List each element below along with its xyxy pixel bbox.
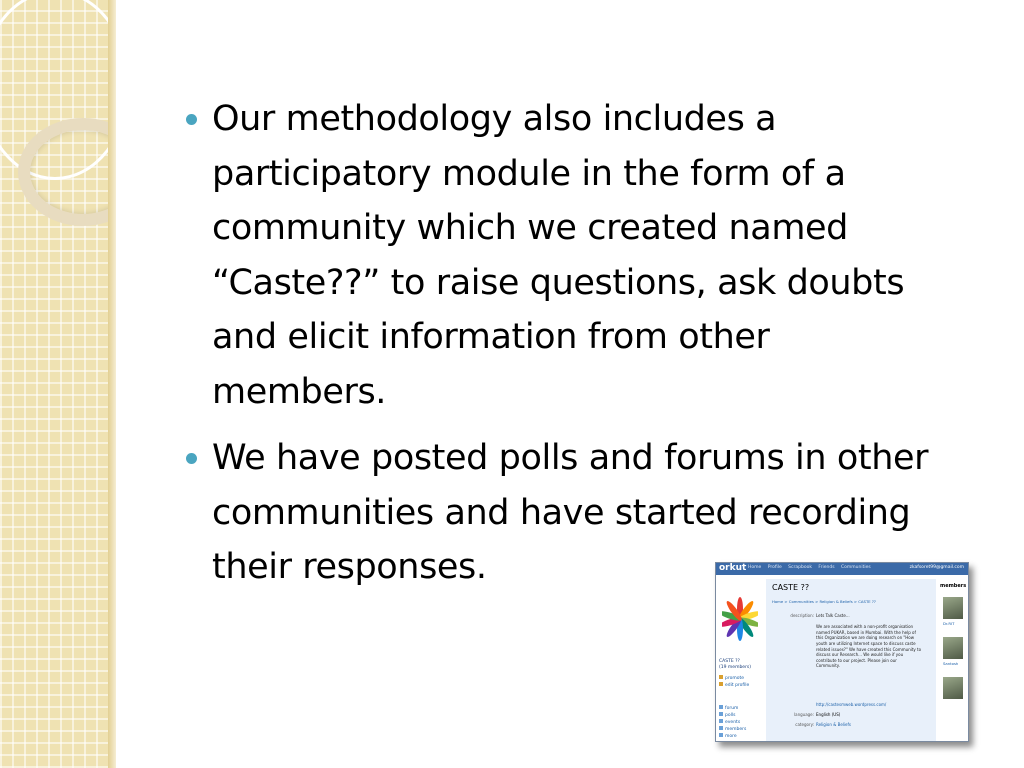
decorative-left-band	[0, 0, 116, 768]
sidebar-link-events: events	[719, 719, 746, 726]
nav-item: Profile	[767, 565, 782, 570]
description-line: Community.	[816, 663, 840, 669]
category-label: category:	[795, 722, 814, 727]
nav-item: Home	[748, 565, 762, 570]
description-line: this Organization we are doing research on "How	[816, 635, 914, 641]
community-title: CASTE ??	[772, 583, 810, 592]
screenshot-main-panel	[766, 579, 936, 741]
community-screenshot	[715, 562, 969, 742]
bullet-dot-icon	[186, 114, 197, 125]
bullet-line: communities and have started recording	[212, 492, 911, 533]
sidebar-link-promote: promote	[719, 675, 749, 682]
members-heading: members	[940, 583, 967, 589]
bullet-line: “Caste??” to raise questions, ask doubts	[212, 262, 905, 303]
band-edge	[108, 0, 116, 768]
nav-item: Scrapbook	[788, 565, 812, 570]
sidebar-link-more: more	[719, 733, 746, 740]
sidebar-link-polls: polls	[719, 712, 746, 719]
bullet-item-methodology	[184, 92, 1014, 419]
sidebar-title: CASTE ??	[719, 659, 740, 664]
sidebar-link-forum: forum	[719, 705, 746, 712]
bullet-line: community which we created named	[212, 208, 848, 248]
sidebar-section-links	[719, 705, 746, 740]
member-avatar	[943, 597, 963, 619]
description-line: Lets Talk Caste...	[816, 613, 850, 618]
sidebar-community-title	[719, 659, 751, 671]
description-line: discuss our Research... We would like if you	[816, 652, 904, 658]
screenshot-members-panel	[938, 579, 968, 741]
bullet-list	[184, 92, 1014, 607]
screenshot-email: zkafsoret99@gmail.com	[909, 565, 964, 570]
nav-item: Communities	[841, 565, 871, 570]
description-text	[816, 613, 934, 669]
breadcrumb: Home > Communities > Religion & Beliefs > CASTE ??	[772, 599, 876, 604]
member-name: Santosh	[943, 661, 959, 666]
bullet-line: Our methodology also includes a	[212, 99, 777, 139]
screenshot-sidebar	[716, 575, 764, 741]
community-logo-icon	[722, 589, 758, 651]
sidebar-member-count: (19 members)	[719, 665, 752, 670]
sidebar-link-members: members	[719, 726, 746, 733]
member-name: Dr.RIT	[943, 621, 955, 626]
member-avatar	[943, 637, 963, 659]
community-url: http://castesmweb.wordpress.com/	[816, 702, 887, 707]
orkut-logo: orkut	[719, 563, 747, 573]
description-line: We are associated with a non-profit organisation	[816, 624, 914, 630]
member-avatar	[943, 677, 963, 699]
description-line: contribute to our project. Please join our	[816, 657, 897, 663]
description-line: related issues?" We have created this Community to	[816, 646, 922, 652]
bullet-line: and elicit information from other	[212, 317, 770, 357]
description-line: named PUKAR, based in Mumbai. With the help of	[816, 629, 916, 635]
sidebar-links	[719, 675, 749, 689]
screenshot-nav	[748, 565, 876, 570]
language-value: English (US)	[816, 712, 841, 717]
language-label: language:	[794, 712, 814, 717]
bullet-line: participatory module in the form of a	[212, 153, 846, 194]
description-label: description:	[790, 613, 814, 618]
sidebar-link-edit-profile: edit profile	[719, 682, 749, 689]
screenshot-top-bar	[716, 563, 968, 575]
bullet-line: We have posted polls and forums in other	[212, 438, 929, 478]
bullet-dot-icon	[186, 453, 197, 464]
bullet-line: their responses.	[212, 547, 487, 587]
description-line: youth are utilizing Internet space to discuss caste	[816, 640, 916, 646]
nav-item: Friends	[818, 565, 835, 570]
bullet-line: members.	[212, 371, 387, 412]
category-value: Religion & Beliefs	[816, 722, 851, 727]
